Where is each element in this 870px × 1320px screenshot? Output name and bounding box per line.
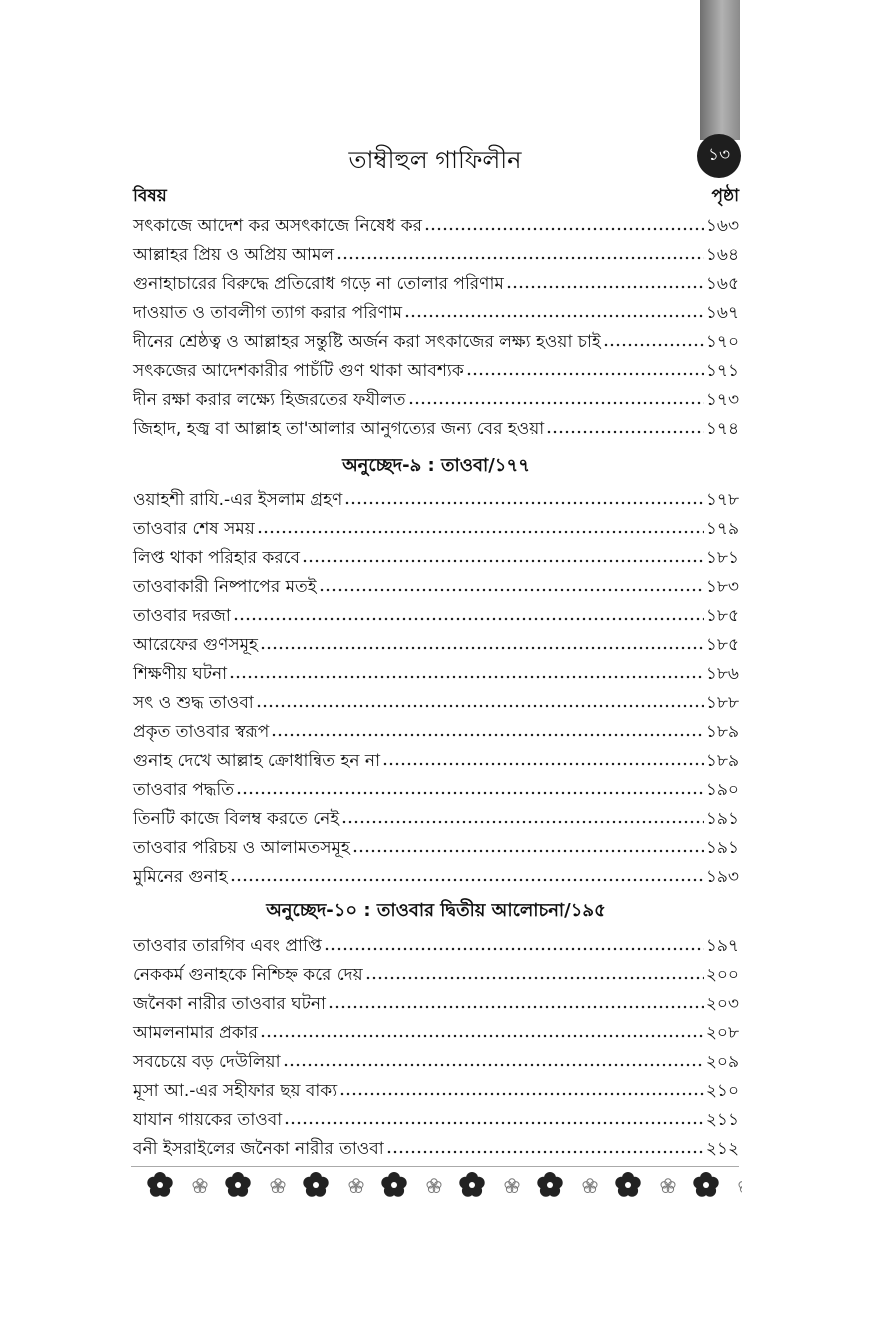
toc-entry: [133, 513, 739, 542]
toc-entry-title: জনৈকা নারীর তাওবার ঘটনা: [133, 994, 326, 1014]
toc-entry-title: আল্লাহর প্রিয় ও অপ্রিয় আমল: [133, 245, 335, 265]
toc-entry-title: দাওয়াত ও তাবলীগ ত্যাগ করার পরিণাম: [133, 303, 403, 323]
toc-entry: [133, 326, 739, 355]
toc-entry-title: তাওবার দরজা: [133, 606, 231, 626]
toc-entry-title: দীনের শ্রেষ্ঠত্ব ও আল্লাহর সন্তুষ্টি অর্জন করা সৎকাজের লক্ষ্য হওয়া চাই: [133, 332, 601, 352]
toc-entry-title: শিক্ষণীয় ঘটনা: [133, 664, 228, 684]
toc-entry-page: ১৮৮: [705, 693, 739, 713]
dot-leader: [408, 400, 704, 406]
toc-entry-title: তাওবার তারগিব এবং প্রাপ্তি: [133, 936, 322, 956]
toc-entry-page: ১৭৮: [705, 490, 739, 510]
dot-leader: [260, 1033, 704, 1039]
small-flower-icon: [193, 1179, 207, 1193]
flower-icon: [693, 1172, 718, 1197]
dot-leader: [365, 975, 704, 981]
toc-entry: [133, 413, 739, 442]
flower-icon: [459, 1172, 484, 1197]
dot-leader: [344, 500, 704, 506]
flower-icon: [303, 1172, 328, 1197]
toc-entry-title: তাওবার পরিচয় ও আলামতসমূহ: [133, 838, 350, 858]
dot-leader: [284, 1120, 704, 1126]
dot-leader: [257, 529, 704, 535]
toc-entry-page: ১৭৪: [705, 419, 739, 439]
toc-entry: [133, 988, 739, 1017]
toc-entry-title: জিহাদ, হজ্ব বা আল্লাহ তা'আলার আনুগত্যের জন্য বের হওয়া: [133, 419, 545, 439]
toc-entry-page: ২১০: [705, 1081, 739, 1101]
toc-entry-page: ২১১: [705, 1110, 739, 1130]
small-flower-icon: [427, 1179, 441, 1193]
toc-entry-title: সৎকজের আদেশকারীর পাচঁটি গুণ থাকা আবশ্যক: [133, 361, 464, 381]
toc-entry: [133, 774, 739, 803]
toc-entry-title: গুনাহ দেখে আল্লাহ ক্রোধান্বিত হন না: [133, 751, 381, 771]
section-heading-chapter-10: অনুচ্ছেদ-১০ : তাওবার দ্বিতীয় আলোচনা/১৯৫: [266, 900, 606, 921]
toc-entry-page: ১৮৫: [705, 635, 739, 655]
toc-entry-page: ১৮৩: [705, 577, 739, 597]
toc-entry: [133, 1133, 739, 1162]
toc-entry-page: ১৭০: [705, 332, 739, 352]
toc-entry: [133, 629, 739, 658]
toc-entry-page: ১৮১: [705, 548, 739, 568]
toc-entry-title: সৎকাজে আদেশ কর অসৎকাজে নিষেধ কর: [133, 216, 422, 236]
page-number-badge: ১৩: [697, 134, 741, 178]
toc-entry: [133, 571, 739, 600]
small-flower-icon: [349, 1179, 363, 1193]
toc-entry-title: আরেফের গুণসমূহ: [133, 635, 258, 655]
section-heading-chapter-9: অনুচ্ছেদ-৯ : তাওবা/১৭৭: [342, 455, 530, 476]
toc-entry-title: ওয়াহশী রাযি.-এর ইসলাম গ্রহণ: [133, 490, 343, 510]
toc-entry-page: ১৭৯: [705, 519, 739, 539]
toc-entry: [133, 745, 739, 774]
toc-entry: [133, 268, 739, 297]
toc-entry: [133, 210, 739, 239]
toc-entry: [133, 930, 739, 959]
dot-leader: [256, 703, 704, 709]
flower-icon: [615, 1172, 640, 1197]
column-heading-topic: বিষয়: [133, 186, 167, 206]
flower-icon: [537, 1172, 562, 1197]
dot-leader: [546, 429, 704, 435]
small-flower-icon: [505, 1179, 519, 1193]
toc-entry-page: ১৭১: [705, 361, 739, 381]
toc-entry: [133, 384, 739, 413]
toc-entry-title: গুনাহাচারের বিরুদ্ধে প্রতিরোধ গড়ে না তোলার পরিণাম: [133, 274, 504, 294]
toc-entry: [133, 1046, 739, 1075]
toc-entry-page: ১৭৩: [705, 390, 739, 410]
toc-entry: [133, 484, 739, 513]
dot-leader: [339, 1091, 704, 1097]
dot-leader: [336, 255, 704, 261]
toc-entry-page: ২০৯: [705, 1052, 739, 1072]
toc-entry: [133, 542, 739, 571]
toc-entry-page: ১৯১: [705, 838, 739, 858]
small-flower-icon: [661, 1179, 675, 1193]
toc-entry-title: দীন রক্ষা করার লক্ষ্যে হিজরতের ফযীলত: [133, 390, 406, 410]
dot-leader: [324, 946, 704, 952]
toc-entry: [133, 1017, 739, 1046]
dot-leader: [328, 1004, 704, 1010]
toc-entry: [133, 355, 739, 384]
dot-leader: [352, 848, 704, 854]
toc-entry-title: যাযান গায়কের তাওবা: [133, 1110, 283, 1130]
toc-entry-title: বনী ইসরাইলের জনৈকা নারীর তাওবা: [133, 1139, 384, 1159]
column-heading-page: পৃষ্ঠা: [711, 186, 739, 206]
toc-entry: [133, 1104, 739, 1133]
toc-entry-title: আমলনামার প্রকার: [133, 1023, 259, 1043]
small-flower-icon: [271, 1179, 285, 1193]
toc-entry-page: ১৯০: [705, 780, 739, 800]
toc-entry: [133, 959, 739, 988]
toc-entry-page: ১৯১: [705, 809, 739, 829]
toc-entry-title: লিপ্ত থাকা পরিহার করবে: [133, 548, 300, 568]
flower-icon: [225, 1172, 250, 1197]
toc-entry: [133, 1075, 739, 1104]
dot-leader: [283, 1062, 704, 1068]
flower-icon: [381, 1172, 406, 1197]
toc-entry-page: ১৮৬: [705, 664, 739, 684]
toc-entry-page: ২১২: [705, 1139, 739, 1159]
toc-entry: [133, 658, 739, 687]
toc-entry-title: তিনটি কাজে বিলম্ব করতে নেই: [133, 809, 340, 829]
toc-entry: [133, 687, 739, 716]
dot-leader: [506, 284, 704, 290]
toc-entry: [133, 716, 739, 745]
floral-border-ornament: [128, 1170, 742, 1200]
dot-leader: [271, 732, 704, 738]
toc-entry-title: তাওবার পদ্ধতি: [133, 780, 234, 800]
dot-leader: [302, 558, 704, 564]
dot-leader: [341, 819, 704, 825]
toc-entry: [133, 832, 739, 861]
toc-entry-page: ২০৩: [705, 994, 739, 1014]
dot-leader: [233, 616, 704, 622]
dot-leader: [236, 790, 704, 796]
dot-leader: [424, 226, 704, 232]
toc-entry-title: প্রকৃত তাওবার স্বরূপ: [133, 722, 270, 742]
dot-leader: [230, 877, 704, 883]
toc-entry-title: তাওবাকারী নিষ্পাপের মতই: [133, 577, 317, 597]
dot-leader: [466, 371, 704, 377]
dot-leader: [603, 342, 704, 348]
toc-entry: [133, 297, 739, 326]
toc-entry: [133, 861, 739, 890]
dot-leader: [319, 587, 704, 593]
toc-entry-page: ১৬৩: [705, 216, 739, 236]
toc-entry: [133, 600, 739, 629]
small-flower-icon: [583, 1179, 597, 1193]
toc-entry-page: ১৮৯: [705, 722, 739, 742]
toc-entry-page: ১৯৭: [705, 936, 739, 956]
toc-entry-page: ১৮৯: [705, 751, 739, 771]
page-edge-tab: [700, 0, 740, 140]
dot-leader: [382, 761, 704, 767]
toc-entry-page: ১৬৫: [705, 274, 739, 294]
toc-entry-title: মূসা আ.-এর সহীফার ছয় বাক্য: [133, 1081, 338, 1101]
dot-leader: [404, 313, 704, 319]
dot-leader: [386, 1149, 704, 1155]
toc-entry-page: ২০০: [705, 965, 739, 985]
toc-entry-page: ১৯৩: [705, 867, 739, 887]
dot-leader: [260, 645, 704, 651]
toc-entry: [133, 803, 739, 832]
small-flower-icon: [739, 1179, 742, 1193]
bottom-divider: [131, 1166, 739, 1167]
toc-entry-title: সবচেয়ে বড় দেউলিয়া: [133, 1052, 281, 1072]
flower-icon: [147, 1172, 172, 1197]
toc-entry-page: ১৬৭: [705, 303, 739, 323]
dot-leader: [229, 674, 704, 680]
toc-entry-page: ১৮৫: [705, 606, 739, 626]
toc-entry-title: সৎ ও শুদ্ধ তাওবা: [133, 693, 254, 713]
toc-entry-page: ২০৮: [705, 1023, 739, 1043]
toc-entry-title: তাওবার শেষ সময়: [133, 519, 255, 539]
toc-entry-title: নেককর্ম গুনাহকে নিশ্চিহ্ন করে দেয়: [133, 965, 363, 985]
toc-entry-page: ১৬৪: [705, 245, 739, 265]
toc-entry-title: মুমিনের গুনাহ: [133, 867, 228, 887]
running-head-title: তাম্বীহুল গাফিলীন: [348, 146, 522, 174]
toc-entry: [133, 239, 739, 268]
